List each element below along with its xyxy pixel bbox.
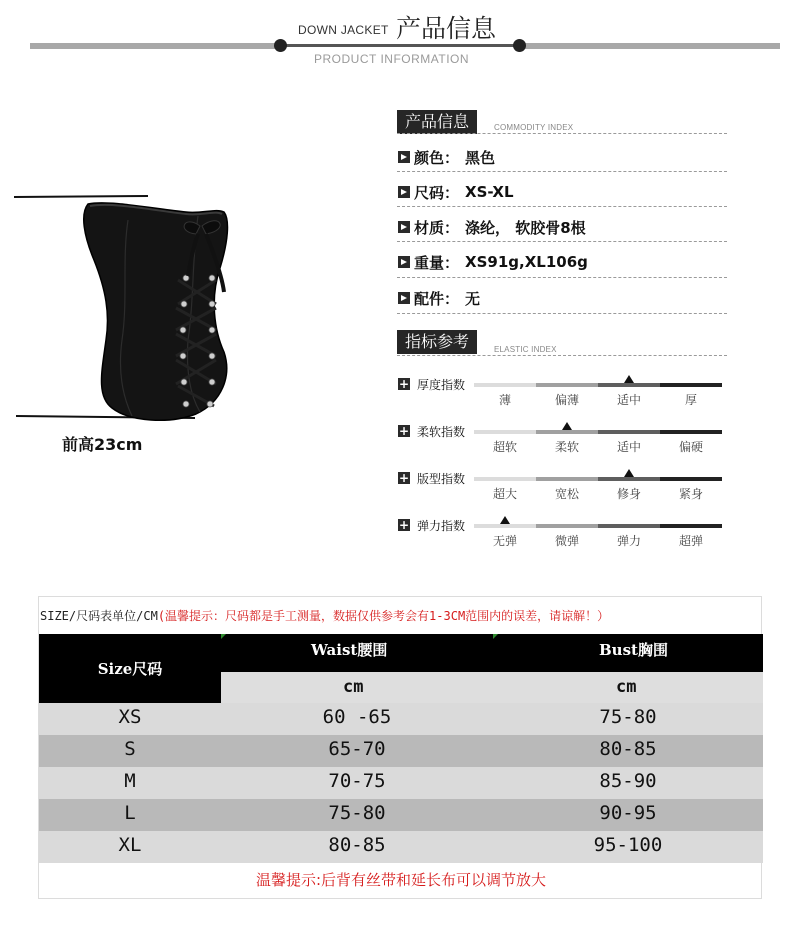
arrow-bullet-icon <box>398 292 410 304</box>
plus-icon: + <box>398 471 410 485</box>
info-value: 涤纶， 软胶骨8根 <box>465 218 586 237</box>
waist-cell: 75-80 <box>328 802 386 824</box>
bust-cell: 80-85 <box>599 738 657 760</box>
size-cell: XS <box>118 706 142 728</box>
size-header: Size尺码 <box>39 634 221 703</box>
index-scale-bar <box>474 524 722 528</box>
divider <box>397 355 727 356</box>
header-rule-left <box>30 43 280 49</box>
size-cell: M <box>124 770 136 792</box>
info-label: 配件： <box>414 289 460 308</box>
commodity-section-title: 产品信息 <box>397 110 477 134</box>
size-cell: XL <box>118 834 142 856</box>
index-scale-label: 超软 <box>492 440 517 454</box>
info-value: 无 <box>465 289 481 308</box>
plus-icon: + <box>398 518 410 532</box>
arrow-bullet-icon <box>398 151 410 163</box>
index-scale-label: 适中 <box>616 440 641 454</box>
arrow-bullet-icon <box>398 256 410 268</box>
index-scale-label: 适中 <box>616 393 641 407</box>
divider <box>397 277 727 278</box>
info-label: 尺码： <box>414 183 460 202</box>
index-scale-label: 厚 <box>684 393 697 407</box>
index-pointer-icon <box>562 422 572 430</box>
index-pointer-icon <box>624 375 634 383</box>
info-value: XS91g,XL106g <box>465 253 588 271</box>
header-rule-right <box>520 43 780 49</box>
info-row <box>398 216 586 238</box>
bust-unit: cm <box>616 677 637 697</box>
index-scale-label: 弹力 <box>616 534 641 548</box>
index-scale-label: 超弹 <box>678 534 703 548</box>
index-scale-label: 修身 <box>616 487 641 501</box>
index-scale-bar <box>474 430 722 434</box>
waist-cell: 60 -65 <box>322 706 392 728</box>
index-scale-label: 超大 <box>492 487 517 501</box>
arrow-bullet-icon <box>398 221 410 233</box>
divider <box>397 241 727 242</box>
info-row <box>398 287 480 309</box>
info-label: 颜色： <box>414 148 460 167</box>
unit-row <box>221 672 763 703</box>
index-scale-label: 宽松 <box>554 487 579 501</box>
header-subtitle: PRODUCT INFORMATION <box>314 52 470 66</box>
index-row <box>398 519 728 549</box>
index-scale-labels <box>474 532 722 549</box>
size-table-caption <box>40 607 609 624</box>
index-pointer-icon <box>500 516 510 524</box>
index-row <box>398 472 728 502</box>
info-value: 黑色 <box>465 148 496 167</box>
info-label: 重量： <box>414 253 460 272</box>
size-cell: L <box>124 802 136 824</box>
bust-cell: 95-100 <box>593 834 663 856</box>
waist-cell: 80-85 <box>328 834 386 856</box>
info-row <box>398 181 514 203</box>
info-label: 材质： <box>414 218 460 237</box>
header-dot-right <box>513 39 526 52</box>
bust-cell: 75-80 <box>599 706 657 728</box>
index-name: 弹力指数 <box>417 519 466 533</box>
table-row <box>39 735 763 767</box>
index-name: 厚度指数 <box>417 378 466 392</box>
top-measure-line <box>14 196 148 197</box>
corner-mark <box>493 634 498 639</box>
front-height-label: 前高23cm <box>62 435 143 454</box>
index-scale-labels <box>474 391 722 408</box>
elastic-section-subtitle: ELASTIC INDEX <box>494 345 557 354</box>
plus-icon: + <box>398 424 410 438</box>
index-name: 柔软指数 <box>417 425 466 439</box>
product-corset-image <box>10 180 240 430</box>
bust-header: Bust胸围 <box>599 641 668 659</box>
header-dot-left <box>274 39 287 52</box>
index-scale-bar <box>474 383 722 387</box>
index-name: 版型指数 <box>417 472 466 486</box>
info-value: XS-XL <box>465 183 514 201</box>
index-scale-label: 紧身 <box>678 487 703 501</box>
info-row <box>398 146 495 168</box>
size-table-note: 温馨提示:后背有丝带和延长布可以调节放大 <box>255 871 547 889</box>
waist-cell: 65-70 <box>328 738 386 760</box>
index-scale-label: 微弹 <box>554 534 579 548</box>
bust-cell: 85-90 <box>599 770 657 792</box>
divider <box>397 133 727 134</box>
index-scale-label: 无弹 <box>492 534 517 548</box>
divider <box>397 206 727 207</box>
index-scale-bar <box>474 477 722 481</box>
info-row <box>398 251 588 273</box>
index-scale-labels <box>474 485 722 502</box>
waist-header: Waist腰围 <box>311 641 388 659</box>
header-english-title: DOWN JACKET <box>298 23 389 37</box>
index-scale-label: 偏薄 <box>554 393 579 407</box>
commodity-section-subtitle: COMMODITY INDEX <box>494 123 574 132</box>
plus-icon: + <box>398 377 410 391</box>
header-title: 产品信息 <box>396 14 497 43</box>
divider <box>397 171 727 172</box>
table-row <box>39 767 763 799</box>
index-scale-labels <box>474 438 722 455</box>
size-table <box>38 596 762 899</box>
index-row <box>398 378 728 408</box>
corner-mark <box>221 634 226 639</box>
bust-cell: 90-95 <box>599 802 657 824</box>
index-scale-label: 偏硬 <box>678 440 703 454</box>
index-row <box>398 425 728 455</box>
index-pointer-icon <box>624 469 634 477</box>
caption-unit: SIZE/尺码表单位/CM <box>40 609 158 623</box>
table-row <box>39 831 763 863</box>
waist-cell: 70-75 <box>328 770 386 792</box>
table-row <box>39 703 763 735</box>
index-scale-label: 薄 <box>498 393 511 407</box>
elastic-section-title: 指标参考 <box>397 330 477 354</box>
arrow-bullet-icon <box>398 186 410 198</box>
measure-headers <box>221 634 763 672</box>
divider <box>397 313 727 314</box>
index-scale-label: 柔软 <box>554 440 579 454</box>
waist-unit: cm <box>343 677 364 697</box>
table-row <box>39 799 763 831</box>
size-cell: S <box>124 738 136 760</box>
caption-note: (温馨提示：尺码都是手工测量，数据仅供参考会有1-3CM范围内的误差，请谅解！） <box>157 609 610 623</box>
